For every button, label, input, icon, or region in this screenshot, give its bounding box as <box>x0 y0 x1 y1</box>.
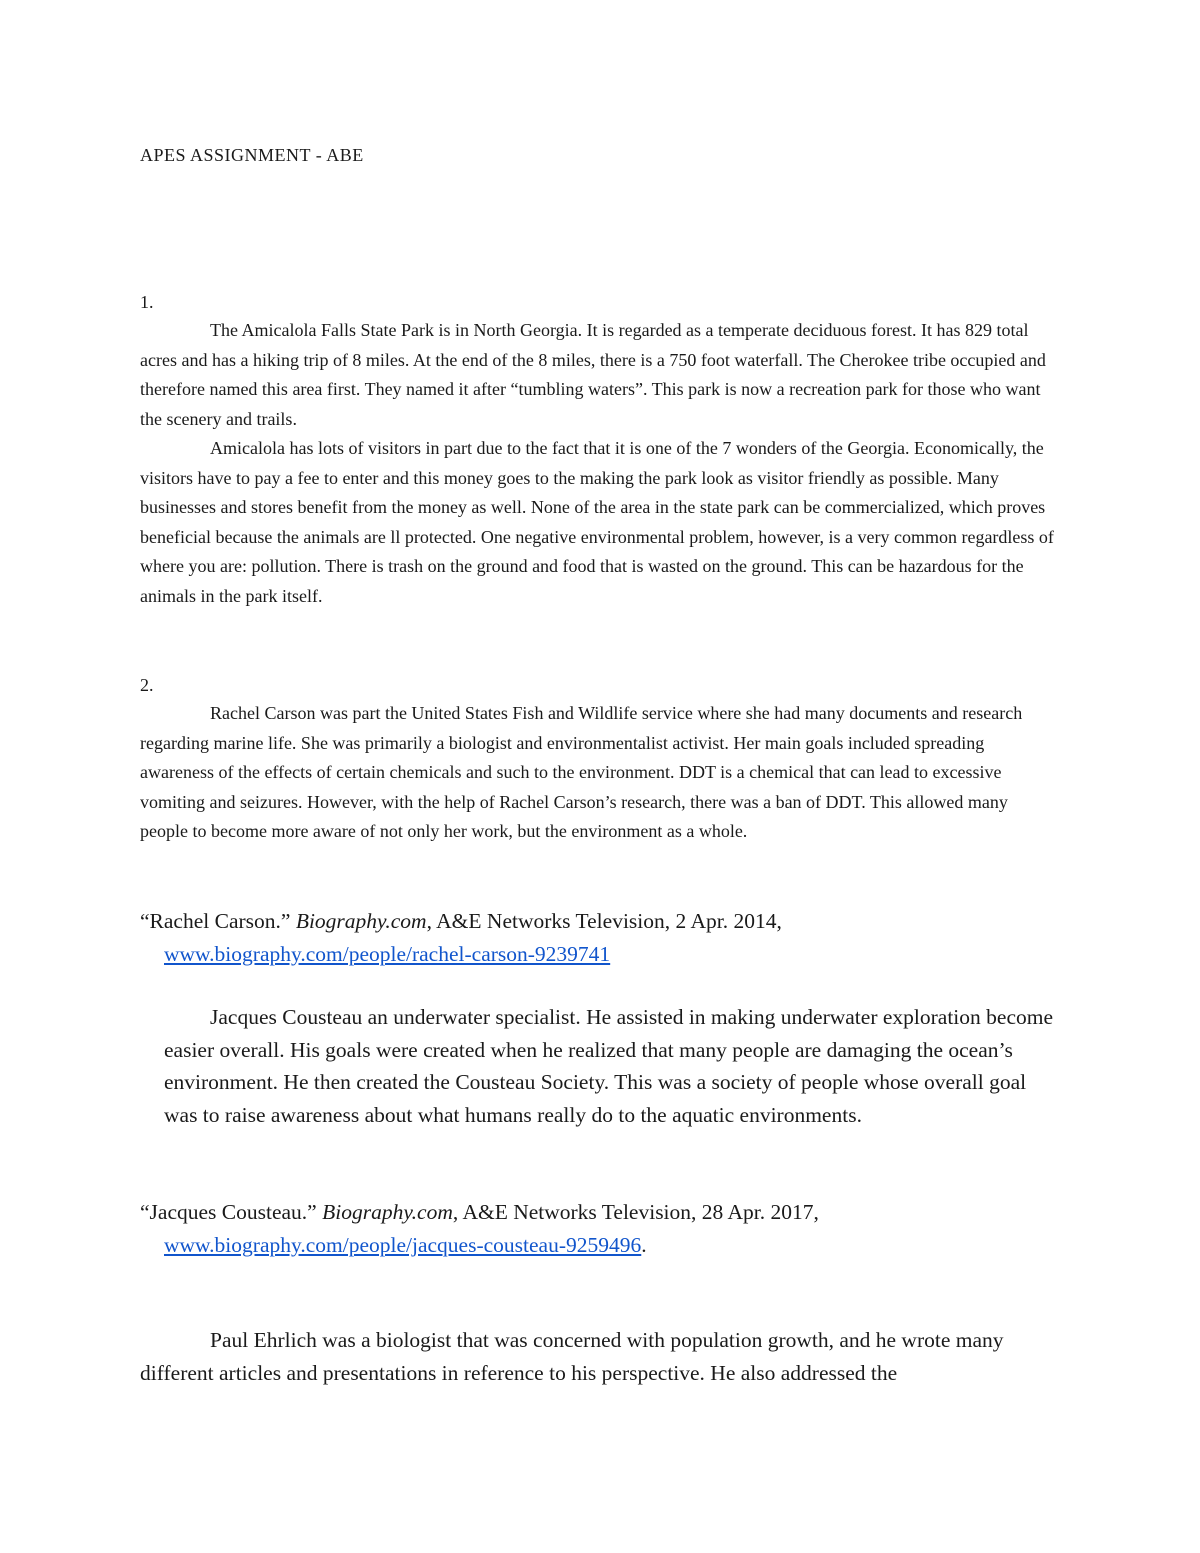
citation-prefix: “Jacques Cousteau.” <box>140 1200 323 1224</box>
citation-url-line <box>140 938 1060 971</box>
citation-url-line <box>140 1229 1060 1262</box>
cousteau-paragraph: Jacques Cousteau an underwater specialist. He assisted in making underwater exploration become easier overall. His goals were created when he realized that many people are damaging the ocean’s environment. He then created the Cousteau Society. This was a society of people whose overall goal was to raise awareness about what humans really do to the aquatic environments. <box>164 1005 1054 1127</box>
citation-source: Biography.com <box>295 909 427 933</box>
citation-suffix: , A&E Networks Television, 2 Apr. 2014, <box>426 909 782 933</box>
section-2-paragraph: Rachel Carson was part the United States Fish and Wildlife service where she had many documents and research regarding marine life. She was primarily a biologist and environmentalist activist. Her main goals included spreading awareness of the effects of certain chemicals and such to the environment. DDT is a chemical that can lead to excessive vomiting and seizures. However, with the help of Rachel Carson’s research, there was a ban of DDT. This allowed many people to become more aware of not only her work, but the environment as a whole. <box>140 703 1023 841</box>
ehrlich-body <box>140 1324 1060 1389</box>
citation-link-jacques-cousteau[interactable]: www.biography.com/people/jacques-cousteau-9259496 <box>164 1232 642 1257</box>
citation-source: Biography.com <box>322 1200 453 1224</box>
citation-line <box>140 1196 1060 1229</box>
section-1-body <box>140 316 1060 611</box>
citation-link-rachel-carson[interactable]: www.biography.com/people/rachel-carson-9239741 <box>164 941 611 966</box>
citation-jacques-cousteau <box>140 1196 1060 1261</box>
section-1-paragraph-2: Amicalola has lots of visitors in part due to the fact that it is one of the 7 wonders of the Georgia. Economically, the visitors have to pay a fee to enter and this money goes to the making the park look as visitor friendly as possible. Many businesses and stores benefit from the money as well. None of the area in the state park can be commercialized, which proves beneficial because the animals are ll protected. One negative environmental problem, however, is a very common regardless of where you are: pollution. There is trash on the ground and food that is wasted on the ground. This can be hazardous for the animals in the park itself. <box>140 438 1054 606</box>
section-1-paragraph-1: The Amicalola Falls State Park is in North Georgia. It is regarded as a temperate deciduous forest. It has 829 total acres and has a hiking trip of 8 miles. At the end of the 8 miles, there is a 750 foot waterfall. The Cherokee tribe occupied and therefore named this area first. They named it after “tumbling waters”. This park is now a recreation park for those who want the scenery and trails. <box>140 320 1046 429</box>
document-title: APES ASSIGNMENT - ABE <box>140 145 364 165</box>
citation-url-period: . <box>641 1232 647 1257</box>
section-2-number: 2. <box>140 675 154 695</box>
citation-prefix: “Rachel Carson.” <box>140 909 296 933</box>
citation-line <box>140 905 1060 938</box>
cousteau-body <box>164 1001 1064 1131</box>
ehrlich-paragraph: Paul Ehrlich was a biologist that was concerned with population growth, and he wrote many different articles and presentations in reference to his perspective. He also addressed the <box>140 1328 1004 1385</box>
citation-rachel-carson <box>140 905 1060 970</box>
section-2-body <box>140 699 1060 847</box>
section-1-number: 1. <box>140 292 154 312</box>
citation-suffix: , A&E Networks Television, 28 Apr. 2017, <box>452 1200 819 1224</box>
